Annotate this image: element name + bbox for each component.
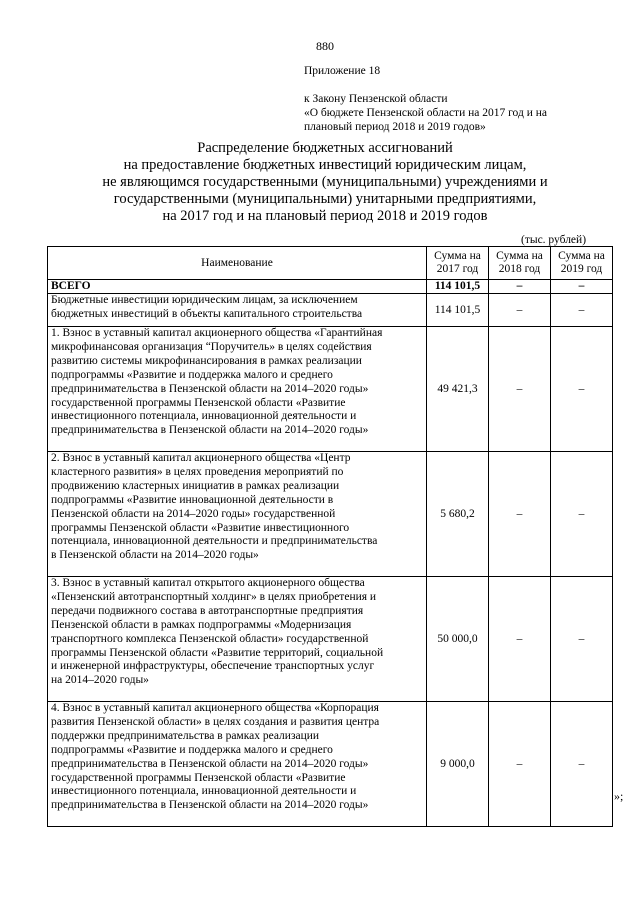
value-2019: – (551, 452, 613, 577)
title-line: государственными (муниципальными) унитарными предприятиями, (113, 191, 537, 207)
row-name (48, 280, 427, 294)
header-2019 (551, 247, 613, 280)
value-2019: – (551, 294, 613, 327)
table-row (48, 577, 613, 702)
value-2018: – (489, 327, 551, 452)
row-name-line: инвестиционного потенциала, инновационной деятельности и (51, 785, 357, 798)
table-row (48, 452, 613, 577)
value-2017: 49 421,3 (427, 327, 489, 452)
row-name-line: 2. Взнос в уставный капитал акционерного общества «Центр (51, 452, 351, 464)
header-2018-line: 2018 год (498, 263, 541, 275)
table-row (48, 294, 613, 327)
row-name-line: продвижению кластерных инициатив в рамках реализации (51, 479, 340, 492)
row-name-line: Пензенской области в рамках подпрограммы «Модернизация (51, 618, 352, 631)
row-name (48, 452, 427, 577)
row-name-line: Пензенской области на 2014–2020 годы» государственной (51, 507, 336, 520)
row-name-line: и инженерной инфраструктуры, обеспечение транспортных услуг (51, 660, 375, 673)
closing-mark: »; (614, 789, 624, 803)
budget-table (47, 246, 613, 827)
value-2018: – (489, 294, 551, 327)
row-name-line: подпрограммы «Развитие и поддержка малого и среднего (51, 743, 333, 756)
units-label: (тыс. рублей) (521, 234, 587, 246)
document-title (40, 140, 610, 225)
header-name: Наименование (48, 247, 427, 280)
title-line: Распределение бюджетных ассигнований (197, 140, 453, 156)
row-name-line: предпринимательства в Пензенской области на 2014–2020 годы» (51, 757, 369, 770)
law-reference (304, 92, 604, 134)
title-line: не являющимся государственными (муниципальными) учреждениями и (102, 174, 548, 190)
value-2018: – (489, 577, 551, 702)
value-2019: – (551, 280, 613, 294)
table-body (48, 280, 613, 827)
table-row (48, 702, 613, 827)
value-2017: 5 680,2 (427, 452, 489, 577)
header-2017 (427, 247, 489, 280)
value-2019: – (551, 577, 613, 702)
header-2017-line: Сумма на (434, 250, 481, 262)
value-2017: 114 101,5 (427, 294, 489, 327)
table-row (48, 327, 613, 452)
row-name (48, 702, 427, 827)
row-name-line: передачи подвижного состава в автотранспортные предприятия (51, 604, 364, 617)
row-name-line: государственной программы Пензенской области «Развитие (51, 771, 346, 784)
row-name-line: предпринимательства в Пензенской области на 2014–2020 годы» (51, 799, 369, 812)
title-line: на предоставление бюджетных инвестиций юридическим лицам, (123, 157, 527, 173)
row-name-line: 1. Взнос в уставный капитал акционерного общества «Гарантийная (51, 327, 383, 339)
row-name-line: потенциала, инновационной деятельности и предпринимательства (51, 535, 378, 548)
row-name-line: на 2014–2020 годы» (51, 674, 149, 687)
row-name-line: подпрограммы «Развитие и поддержка малого и среднего (51, 368, 333, 381)
value-2019: – (551, 702, 613, 827)
header-2019-line: 2019 год (560, 263, 603, 275)
row-name (48, 577, 427, 702)
header-2018 (489, 247, 551, 280)
law-reference-line: плановый период 2018 и 2019 годов» (304, 121, 486, 133)
row-name-line: программы Пензенской области «Развитие инвестиционного (51, 521, 350, 534)
title-line: на 2017 год и на плановый период 2018 и 2019 годов (162, 208, 488, 224)
header-2019-line: Сумма на (558, 250, 605, 262)
row-name-line: бюджетных инвестиций в объекты капитального строительства (51, 307, 363, 320)
value-2017: 9 000,0 (427, 702, 489, 827)
row-name (48, 327, 427, 452)
total-row (48, 280, 613, 294)
row-name-line: 4. Взнос в уставный капитал акционерного общества «Корпорация (51, 702, 379, 714)
row-name-line: кластерного развития» в целях проведения мероприятий по (51, 465, 344, 478)
row-name-line: инвестиционного потенциала, инновационной деятельности и (51, 410, 357, 423)
row-name-line: предпринимательства в Пензенской области на 2014–2020 годы» (51, 382, 369, 395)
row-name-line: транспортного комплекса Пензенской области» государственной (51, 632, 369, 645)
value-2018: – (489, 280, 551, 294)
row-name-line: 3. Взнос в уставный капитал открытого акционерного общества (51, 577, 365, 589)
row-name-line: микрофинансовая организация “Поручитель» в целях содействия (51, 340, 372, 353)
row-name-line: Бюджетные инвестиции юридическим лицам, за исключением (51, 294, 358, 306)
value-2017: 50 000,0 (427, 577, 489, 702)
row-name (48, 294, 427, 327)
row-name-line: ВСЕГО (51, 280, 91, 292)
row-name-line: развитию системы микрофинансирования в рамках реализации (51, 354, 362, 367)
value-2017: 114 101,5 (427, 280, 489, 294)
row-name-line: поддержки предпринимательства в рамках реализации (51, 729, 320, 742)
row-name-line: программы Пензенской области «Развитие территорий, социальной (51, 646, 384, 659)
page-number: 880 (316, 39, 334, 53)
table-header-row (48, 247, 613, 280)
row-name-line: предпринимательства в Пензенской области на 2014–2020 годы» (51, 424, 369, 437)
header-2017-line: 2017 год (436, 263, 479, 275)
law-reference-line: «О бюджете Пензенской области на 2017 год и на (304, 107, 547, 119)
value-2018: – (489, 702, 551, 827)
value-2018: – (489, 452, 551, 577)
row-name-line: в Пензенской области на 2014–2020 годы» (51, 549, 259, 562)
row-name-line: «Пензенский автотранспортный холдинг» в целях приобретения и (51, 590, 377, 603)
appendix-label: Приложение 18 (304, 65, 381, 77)
row-name-line: подпрограммы «Развитие инновационной деятельности в (51, 493, 334, 506)
row-name-line: государственной программы Пензенской области «Развитие (51, 396, 346, 409)
row-name-line: развития Пензенской области» в целях создания и развития центра (51, 715, 380, 728)
header-2018-line: Сумма на (496, 250, 543, 262)
value-2019: – (551, 327, 613, 452)
law-reference-line: к Закону Пензенской области (304, 93, 448, 105)
